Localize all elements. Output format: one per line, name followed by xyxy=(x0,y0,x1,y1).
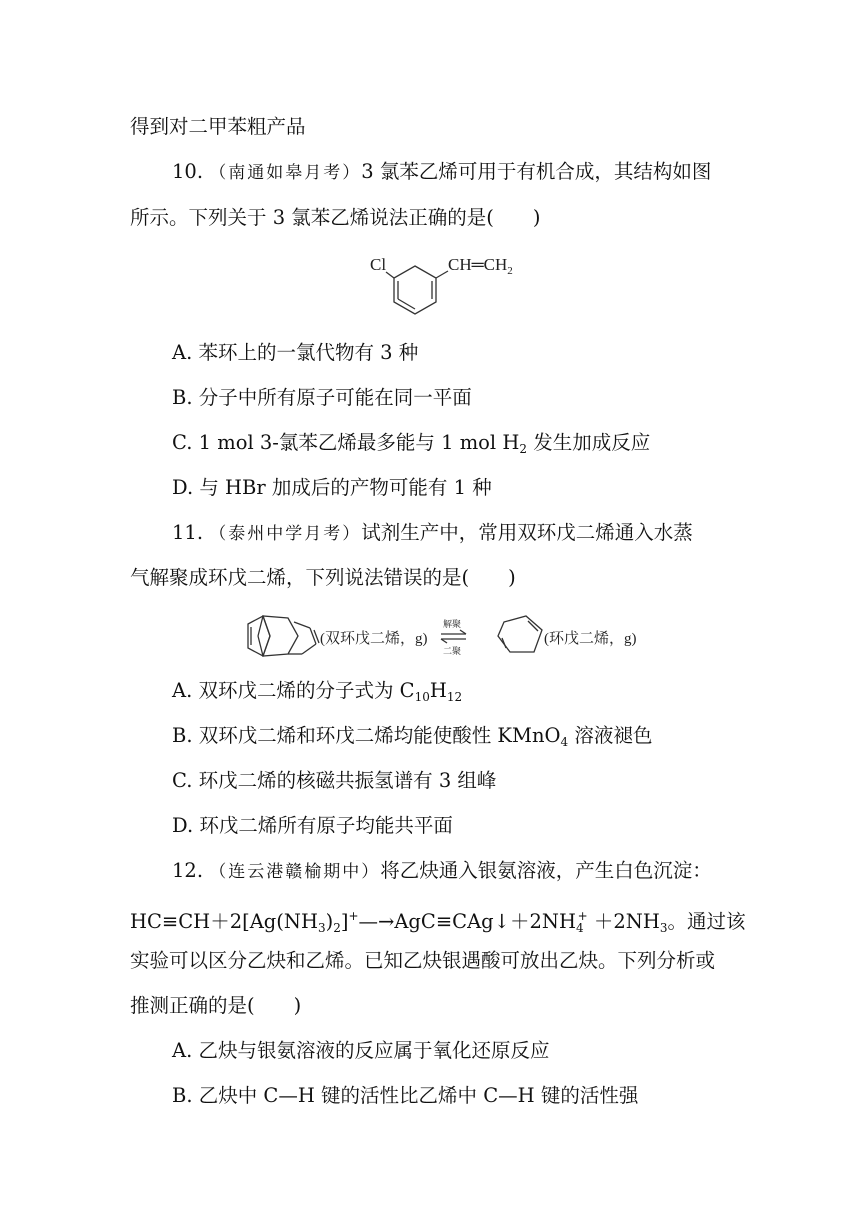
question-text: 实验可以区分乙炔和乙烯。已知乙炔银遇酸可放出乙炔。下列分析或 xyxy=(130,949,716,972)
question-text: 气解聚成环戊二烯，下列说法错误的是( ) xyxy=(130,566,516,589)
reaction-equation: $HC\equiv CH+2[Ag(NH_3)_2]^+—\to AgC\equiv CAg↓+2NH_4^+ +2NH_3$。通过该 xyxy=(130,909,746,935)
option-a: A. 乙炔与银氨溶液的反应属于氧化还原反应 xyxy=(172,1039,550,1062)
vinyl-label: $CH═CH_2$ xyxy=(448,255,513,277)
question-source: （泰州中学月考） xyxy=(209,524,362,544)
option-d: D. 环戊二烯所有原子均能共平面 xyxy=(172,814,453,837)
question-11-stem xyxy=(172,518,693,549)
option-b: B. 分子中所有原子可能在同一平面 xyxy=(172,386,472,409)
chlorine-label: Cl xyxy=(370,255,387,274)
question-source: （南通如皋月考） xyxy=(209,163,362,183)
question-text: 推测正确的是( ) xyxy=(130,994,302,1017)
option-d: D. 与 HBr 加成后的产物可能有 1 种 xyxy=(172,476,492,499)
cyclopentadiene-label: (环戊二烯，g) xyxy=(544,631,636,647)
option-a: A. 苯环上的一氯代物有 3 种 xyxy=(172,341,419,364)
3-chlorostyrene-structure xyxy=(360,248,540,328)
dicyclopentadiene-equilibrium xyxy=(236,608,636,666)
question-number: 12. xyxy=(172,859,204,882)
question-text: 将乙炔通入银氨溶液，产生白色沉淀： xyxy=(380,859,712,882)
arrow-top-label: 解聚 xyxy=(443,619,462,629)
text-line: 得到对二甲苯粗产品 xyxy=(130,115,306,138)
question-text: 3 氯苯乙烯可用于有机合成，其结构如图 xyxy=(361,160,712,183)
question-10-stem xyxy=(172,157,711,188)
arrow-bottom-label: 二聚 xyxy=(443,646,462,656)
question-text: 试剂生产中，常用双环戊二烯通入水蒸 xyxy=(361,521,693,544)
question-number: 11. xyxy=(172,521,204,544)
question-12-stem xyxy=(172,856,712,887)
option-b: B. 乙炔中 C—H 键的活性比乙烯中 C—H 键的活性强 xyxy=(172,1084,639,1107)
dicyclopentadiene-label: (双环戊二烯，g) xyxy=(320,631,428,647)
option-c: C. 1 mol 3-氯苯乙烯最多能与 1 mol $H_2$ 发生加成反应 xyxy=(172,431,651,456)
question-number: 10. xyxy=(172,160,204,183)
question-source: （连云港赣榆期中） xyxy=(209,862,381,882)
option-b: B. 双环戊二烯和环戊二烯均能使酸性 KMnO$_4$ 溶液褪色 xyxy=(172,724,653,749)
option-c: C. 环戊二烯的核磁共振氢谱有 3 组峰 xyxy=(172,769,497,792)
option-a: A. 双环戊二烯的分子式为 $C_{10}H_{12}$ xyxy=(172,679,463,704)
question-text: 所示。下列关于 3 氯苯乙烯说法正确的是( ) xyxy=(130,206,541,229)
